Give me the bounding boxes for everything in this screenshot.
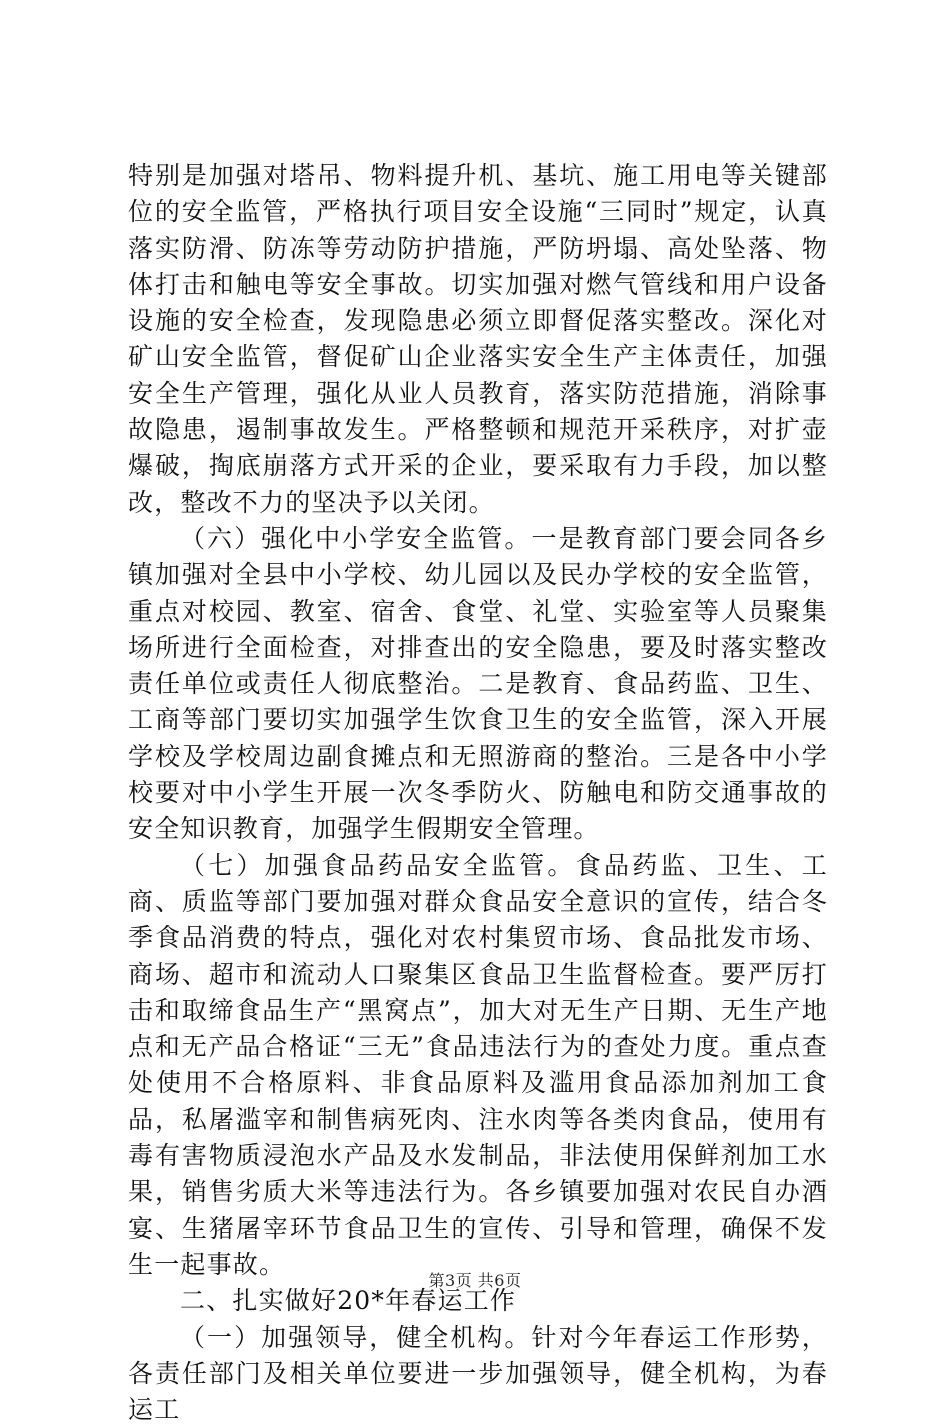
document-body: [128, 158, 828, 1428]
section-heading-spring-transport: 二、扎实做好20*年春运工作: [128, 1283, 828, 1319]
paragraph-construction-safety: 特别是加强对塔吊、物料提升机、基坑、施工用电等关键部位的安全监管，严格执行项目安全设施“三同时”规定，认真落实防滑、防冻等劳动防护措施，严防坍塌、高处坠落、物体打击和触电等安全事故。切实加强对燃气管线和用户设备设施的安全检查，发现隐患必须立即督促落实整改。深化对矿山安全监管，督促矿山企业落实安全生产主体责任，加强安全生产管理，强化从业人员教育，落实防范措施，消除事故隐患，遏制事故发生。严格整顿和规范开采秩序，对扩壶爆破，掏底崩落方式开采的企业，要采取有力手段，加以整改，整改不力的坚决予以关闭。: [128, 158, 828, 521]
paragraph-food-drug-safety: （七）加强食品药品安全监管。食品药监、卫生、工商、质监等部门要加强对群众食品安全意识的宣传，结合冬季食品消费的特点，强化对农村集贸市场、食品批发市场、商场、超市和流动人口聚集区食品卫生监督检查。要严厉打击和取缔食品生产“黑窝点”，加大对无生产日期、无生产地点和无产品合格证“三无”食品违法行为的查处力度。重点查处使用不合格原料、非食品原料及滥用食品添加剂加工食品，私屠滥宰和制售病死肉、注水肉等各类肉食品，使用有毒有害物质浸泡水产品及水发制品，非法使用保鲜剂加工水果，销售劣质大米等违法行为。各乡镇要加强对农民自办酒宴、生猪屠宰环节食品卫生的宣传、引导和管理，确保不发生一起事故。: [128, 848, 828, 1284]
paragraph-school-safety: （六）强化中小学安全监管。一是教育部门要会同各乡镇加强对全县中小学校、幼儿园以及民办学校的安全监管，重点对校园、教室、宿舍、食堂、礼堂、实验室等人员聚集场所进行全面检查，对排查出的安全隐患，要及时落实整改责任单位或责任人彻底整治。二是教育、食品药监、卫生、工商等部门要切实加强学生饮食卫生的安全监管，深入开展学校及学校周边副食摊点和无照游商的整治。三是各中小学校要对中小学生开展一次冬季防火、防触电和防交通事故的安全知识教育，加强学生假期安全管理。: [128, 521, 828, 848]
page-number-footer: 第3页 共6页: [0, 1268, 950, 1291]
paragraph-leadership: （一）加强领导，健全机构。针对今年春运工作形势，各责任部门及相关单位要进一步加强领导，健全机构，为春运工: [128, 1320, 828, 1428]
